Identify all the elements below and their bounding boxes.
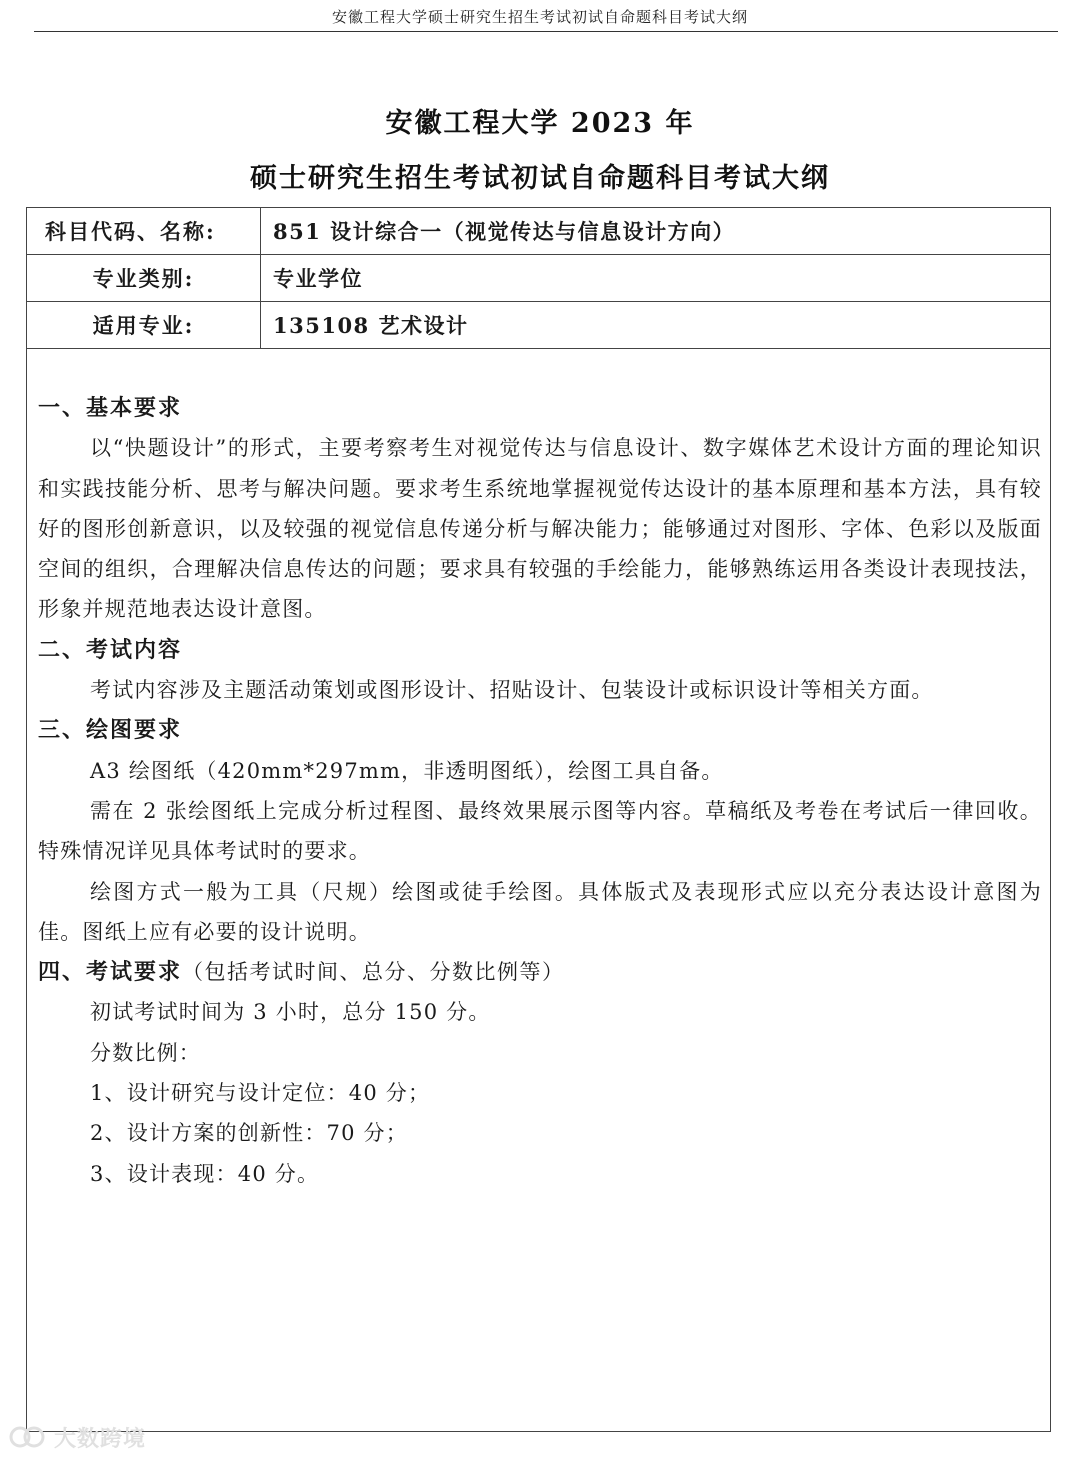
info-label: 适用专业: [27,302,261,348]
info-row-category [27,255,1050,302]
paragraph: 绘图方式一般为工具（尺规）绘图或徒手绘图。具体版式及表现形式应以充分表达设计意图为佳。图纸上应有必要的设计说明。 [38,879,1042,944]
info-value: 851 设计综合一（视觉传达与信息设计方向） [273,219,736,244]
syllabus-body [38,388,1042,1194]
info-label: 专业类别: [27,255,261,301]
header-rule [34,31,1058,32]
info-value: 专业学位 [273,266,363,291]
section-heading-exam-content: 二、考试内容 [38,636,183,663]
paragraph: 以“快题设计”的形式，主要考察考生对视觉传达与信息设计、数字媒体艺术设计方面的理论知识和实践技能分析、思考与解决问题。要求考生系统地掌握视觉传达设计的基本原理和基本方法，具有较好的图形创新意识，以及较强的视觉信息传递分析与解决能力；能够通过对图形、字体、色彩以及版面空间的组织，合理解决信息传达的问题；要求具有较强的手绘能力，能够熟练运用各类设计表现技法，形象并规范地表达设计意图。 [38,436,1042,622]
paragraph: A3 绘图纸（420mm*297mm，非透明图纸），绘图工具自备。 [90,758,724,783]
section-heading-basic-requirements: 一、基本要求 [38,395,183,421]
running-header: 安徽工程大学硕士研究生招生考试初试自命题科目考试大纲 [331,8,748,26]
paragraph: 初试考试时间为 3 小时，总分 150 分。 [90,1000,491,1025]
section-heading-drawing-requirements: 三、绘图要求 [38,717,183,744]
watermark-text: 大数跨境 [54,1426,147,1452]
heading-note: （包括考试时间、总分、分数比例等） [182,960,565,985]
info-label: 科目代码、名称: [27,208,261,254]
watermark-logo-icon [8,1423,48,1451]
heading-text: 四、考试要求 [38,959,183,986]
section-heading-exam-requirements [38,952,1042,992]
page-subtitle: 硕士研究生招生考试初试自命题科目考试大纲 [250,163,830,194]
info-row-subject [27,208,1050,255]
list-item: 1、设计研究与设计定位：40 分； [90,1081,431,1106]
watermark [8,1420,146,1454]
info-row-major [27,302,1050,349]
info-value: 135108 艺术设计 [273,313,469,338]
page-title: 安徽工程大学 2023 年 [385,108,695,139]
paragraph: 需在 2 张绘图纸上完成分析过程图、最终效果展示图等内容。草稿纸及考卷在考试后一律回收。特殊情况详见具体考试时的要求。 [38,798,1042,864]
paragraph: 分数比例： [90,1040,201,1065]
list-item: 3、设计表现：40 分。 [90,1161,320,1186]
list-item: 2、设计方案的创新性：70 分； [90,1121,408,1146]
paragraph: 考试内容涉及主题活动策划或图形设计、招贴设计、包装设计或标识设计等相关方面。 [90,678,934,703]
